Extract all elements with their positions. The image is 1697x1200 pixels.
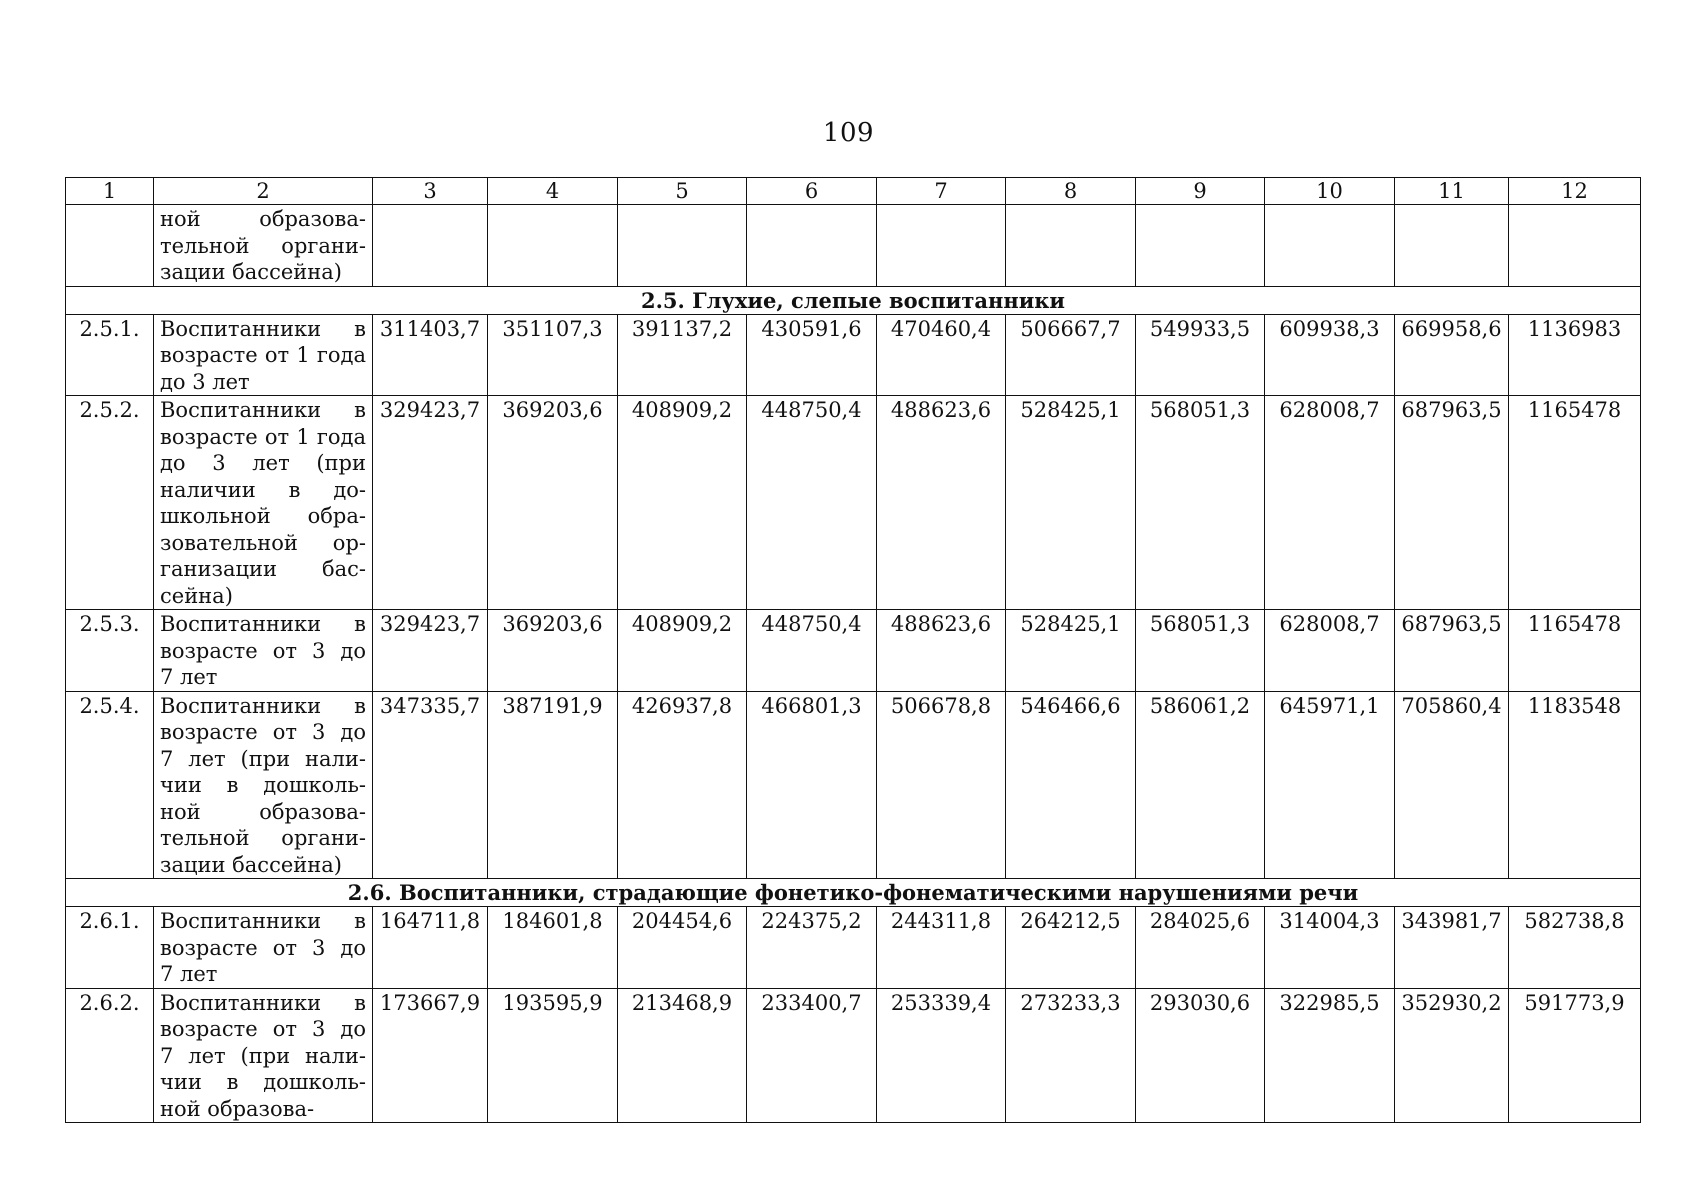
value-cell (1265, 205, 1395, 287)
value-cell: 1165478 (1509, 396, 1641, 610)
row-description (154, 396, 373, 610)
value-cell: 448750,4 (747, 396, 877, 610)
table-row (66, 907, 1641, 989)
value-cell: 568051,3 (1136, 610, 1265, 692)
row-description-line: зовательной ор- (160, 530, 366, 555)
value-cell: 369203,6 (488, 396, 618, 610)
section-title: 2.6. Воспитанники, страдающие фонетико-фонематическими нарушениями речи (66, 879, 1641, 907)
row-code: 2.6.2. (66, 988, 154, 1123)
value-cell: 448750,4 (747, 610, 877, 692)
value-cell: 426937,8 (618, 691, 747, 879)
row-description-line: возрасте от 1 года (160, 343, 366, 367)
column-header: 8 (1006, 178, 1136, 205)
row-description-line: зации бассейна) (160, 260, 342, 284)
value-cell: 164711,8 (373, 907, 488, 989)
value-cell: 264212,5 (1006, 907, 1136, 989)
value-cell: 347335,7 (373, 691, 488, 879)
row-description-line: тельной органи- (160, 826, 366, 850)
value-cell: 628008,7 (1265, 396, 1395, 610)
table-row (66, 314, 1641, 396)
row-description (154, 314, 373, 396)
value-cell: 343981,7 (1395, 907, 1509, 989)
row-description-line: 7 лет (160, 665, 218, 689)
row-description-line: Воспитанники в (160, 693, 366, 718)
value-cell: 322985,5 (1265, 988, 1395, 1123)
row-description-line: возрасте от 3 до (160, 935, 366, 960)
column-header: 3 (373, 178, 488, 205)
value-cell: 408909,2 (618, 396, 747, 610)
row-description-line: ной образова- (160, 799, 366, 824)
value-cell: 311403,7 (373, 314, 488, 396)
value-cell: 224375,2 (747, 907, 877, 989)
value-cell: 488623,6 (877, 396, 1006, 610)
row-code: 2.5.4. (66, 691, 154, 879)
value-cell: 329423,7 (373, 396, 488, 610)
row-description-line: Воспитанники в (160, 909, 366, 933)
value-cell: 586061,2 (1136, 691, 1265, 879)
value-cell (1509, 205, 1641, 287)
value-cell (488, 205, 618, 287)
value-cell: 253339,4 (877, 988, 1006, 1123)
value-cell: 628008,7 (1265, 610, 1395, 692)
row-description (154, 610, 373, 692)
value-cell: 244311,8 (877, 907, 1006, 989)
row-description-line: Воспитанники в (160, 398, 366, 422)
column-header: 11 (1395, 178, 1509, 205)
row-description-line: 7 лет (при нали- (160, 1043, 366, 1068)
value-cell (618, 205, 747, 287)
row-description-line: Воспитанники в (160, 612, 366, 636)
row-code: 2.5.3. (66, 610, 154, 692)
value-cell: 609938,3 (1265, 314, 1395, 396)
column-header: 7 (877, 178, 1006, 205)
column-header: 2 (154, 178, 373, 205)
column-header: 5 (618, 178, 747, 205)
table-row (66, 396, 1641, 610)
value-cell: 204454,6 (618, 907, 747, 989)
value-cell: 173667,9 (373, 988, 488, 1123)
value-cell: 669958,6 (1395, 314, 1509, 396)
row-description-line: наличии в до- (160, 477, 366, 502)
value-cell: 506678,8 (877, 691, 1006, 879)
row-description-line: зации бассейна) (160, 852, 342, 877)
value-cell: 488623,6 (877, 610, 1006, 692)
value-cell: 293030,6 (1136, 988, 1265, 1123)
value-cell: 351107,3 (488, 314, 618, 396)
row-description (154, 988, 373, 1123)
value-cell: 687963,5 (1395, 396, 1509, 610)
row-description-line: 7 лет (при нали- (160, 746, 366, 771)
row-description-line: Воспитанники в (160, 316, 366, 341)
row-description-line: ной образова- (160, 207, 366, 231)
row-code (66, 205, 154, 287)
table-body (66, 178, 1641, 1123)
value-cell: 506667,7 (1006, 314, 1136, 396)
tariff-table (65, 177, 1641, 1123)
value-cell: 213468,9 (618, 988, 747, 1123)
row-description (154, 691, 373, 879)
value-cell: 391137,2 (618, 314, 747, 396)
value-cell: 233400,7 (747, 988, 877, 1123)
value-cell: 430591,6 (747, 314, 877, 396)
value-cell: 387191,9 (488, 691, 618, 879)
row-description-line: сейна) (160, 583, 233, 608)
value-cell: 591773,9 (1509, 988, 1641, 1123)
value-cell: 352930,2 (1395, 988, 1509, 1123)
table-row (66, 691, 1641, 879)
value-cell (877, 205, 1006, 287)
table-row (66, 610, 1641, 692)
row-description-line: чии в дошколь- (160, 773, 366, 797)
value-cell: 466801,3 (747, 691, 877, 879)
value-cell: 184601,8 (488, 907, 618, 989)
row-code: 2.6.1. (66, 907, 154, 989)
value-cell: 284025,6 (1136, 907, 1265, 989)
table-row (66, 988, 1641, 1123)
row-description-line: школьной обра- (160, 504, 366, 528)
value-cell (747, 205, 877, 287)
value-cell: 329423,7 (373, 610, 488, 692)
value-cell: 1183548 (1509, 691, 1641, 879)
value-cell (1006, 205, 1136, 287)
section-row (66, 879, 1641, 907)
column-header: 6 (747, 178, 877, 205)
row-code: 2.5.2. (66, 396, 154, 610)
row-description-line: возрасте от 3 до (160, 638, 366, 663)
column-header: 1 (66, 178, 154, 205)
value-cell (1395, 205, 1509, 287)
row-description-line: возрасте от 3 до (160, 720, 366, 744)
value-cell (1136, 205, 1265, 287)
row-description-line: тельной органи- (160, 233, 366, 258)
value-cell: 470460,4 (877, 314, 1006, 396)
value-cell: 687963,5 (1395, 610, 1509, 692)
value-cell: 528425,1 (1006, 396, 1136, 610)
value-cell (373, 205, 488, 287)
page-number: 109 (822, 118, 875, 148)
row-description-line: возрасте от 1 года (160, 424, 366, 449)
value-cell: 408909,2 (618, 610, 747, 692)
value-cell: 549933,5 (1136, 314, 1265, 396)
row-description-line: ганизации бас- (160, 557, 366, 581)
value-cell: 546466,6 (1006, 691, 1136, 879)
value-cell: 568051,3 (1136, 396, 1265, 610)
row-description-line: 7 лет (160, 962, 218, 986)
table-row (66, 205, 1641, 287)
row-description-line: до 3 лет (при (160, 451, 366, 475)
column-header: 9 (1136, 178, 1265, 205)
row-description-line: до 3 лет (160, 369, 250, 394)
value-cell: 528425,1 (1006, 610, 1136, 692)
value-cell: 314004,3 (1265, 907, 1395, 989)
section-title: 2.5. Глухие, слепые воспитанники (66, 286, 1641, 314)
value-cell: 1136983 (1509, 314, 1641, 396)
row-description (154, 205, 373, 287)
row-description-line: возрасте от 3 до (160, 1017, 366, 1041)
column-header: 10 (1265, 178, 1395, 205)
row-description-line: Воспитанники в (160, 990, 366, 1015)
value-cell: 705860,4 (1395, 691, 1509, 879)
value-cell: 582738,8 (1509, 907, 1641, 989)
value-cell: 193595,9 (488, 988, 618, 1123)
column-header: 12 (1509, 178, 1641, 205)
row-code: 2.5.1. (66, 314, 154, 396)
row-description (154, 907, 373, 989)
value-cell: 369203,6 (488, 610, 618, 692)
section-row (66, 286, 1641, 314)
value-cell: 645971,1 (1265, 691, 1395, 879)
column-header: 4 (488, 178, 618, 205)
row-description-line: ной образова- (160, 1096, 315, 1121)
value-cell: 1165478 (1509, 610, 1641, 692)
value-cell: 273233,3 (1006, 988, 1136, 1123)
column-header-row (66, 178, 1641, 205)
row-description-line: чии в дошколь- (160, 1070, 366, 1094)
